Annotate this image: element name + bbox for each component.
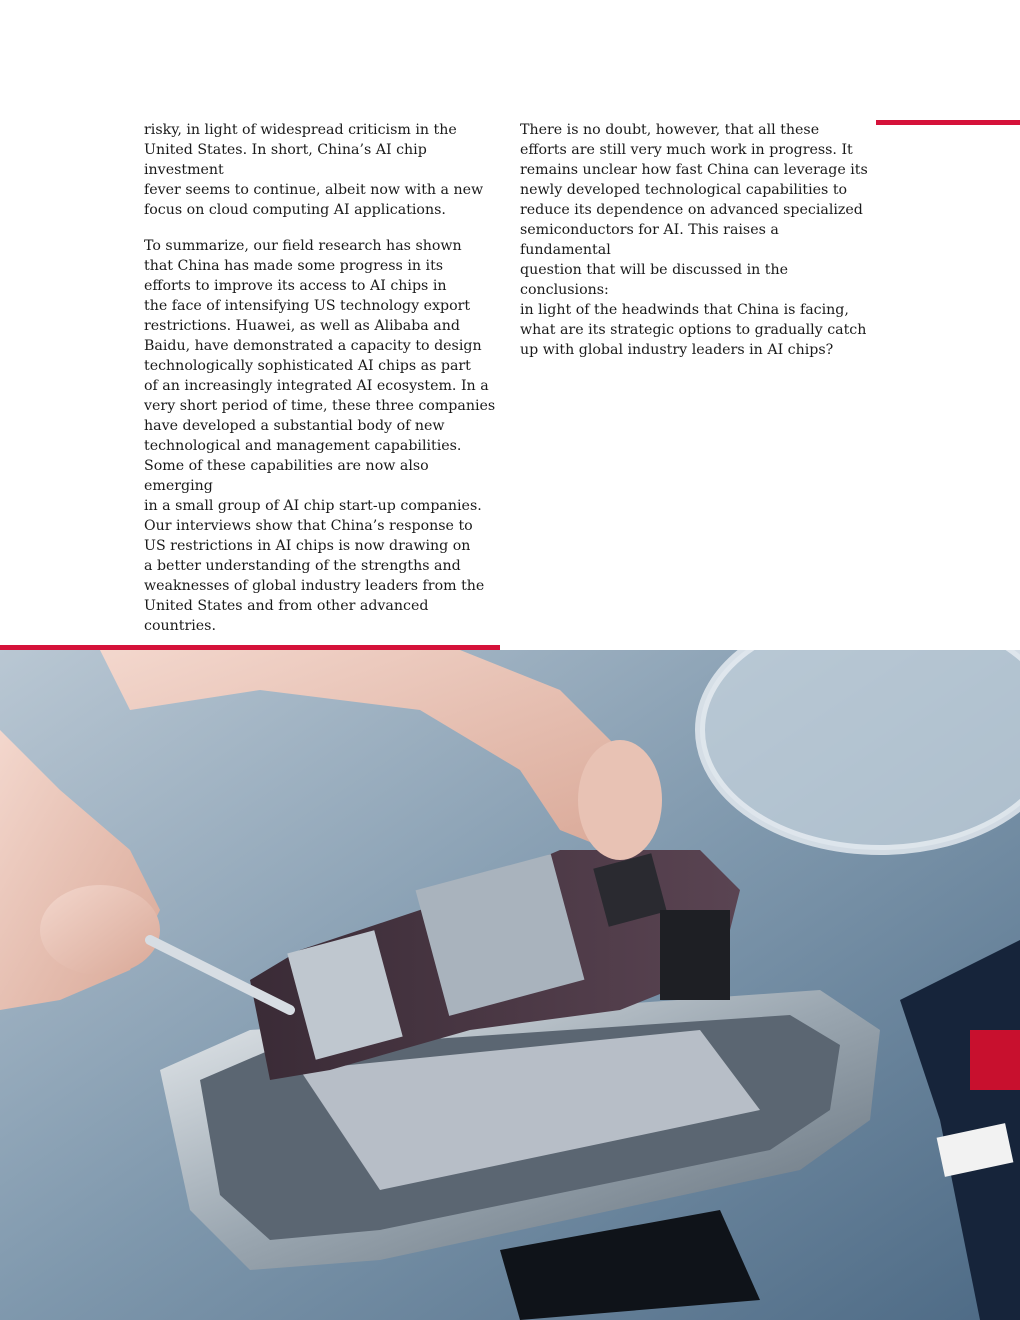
paragraph-1: risky, in light of widespread criticism in the United States. In short, China’s AI chip investment fever seems to continue, albeit now with a new focus on cloud computing AI applications. (144, 122, 484, 218)
board-chip-2 (660, 910, 730, 1000)
disassembled-smartphone-photo (0, 650, 1020, 1320)
right-finger (578, 740, 662, 860)
left-text-column (144, 120, 496, 636)
paragraph-3: There is no doubt, however, that all these efforts are still very much work in progress. It remains unclear how fast China can leverage its newly developed technological capabilities to reduce its dependence on advanced specialized semiconductors for AI. This raises a fundamental question that will be discussed in the conclusions: in light of the headwinds that China is facing, what are its strategic options to gradually catch up with global industry leaders in AI chips? (520, 122, 868, 358)
accent-rule-top (876, 120, 1020, 125)
paragraph-2: To summarize, our field research has shown that China has made some progress in its efforts to improve its access to AI chips in the face of intensifying US technology export restrictions. Huawei, as well as Alibaba and Baidu, have demonstrated a capacity to design technologically sophisticated AI chips as part of an increasingly integrated AI ecosystem. In a very short period of time, these three companies have developed a substantial body of new technological and management capabilities. Some of these capabilities are now also emerging in a small group of AI chip start-up companies. Our interviews show that China’s response to US restrictions in AI chips is now drawing on a better understanding of the strengths and weaknesses of global industry leaders from the United States and from other advanced countries. (144, 238, 496, 634)
left-thumb (40, 885, 160, 975)
red-panel (970, 1030, 1020, 1090)
right-text-column (520, 120, 872, 360)
